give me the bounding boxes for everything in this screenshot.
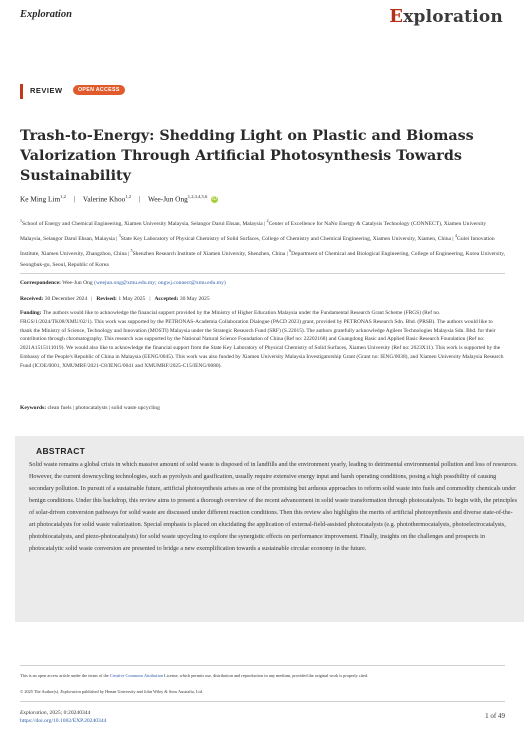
license-text-post: License, which permits use, distribution and reproduction in any medium, provided the original work is properly cited. — [163, 673, 369, 678]
author-separator: | — [73, 194, 76, 204]
copyright-post: published by Henan University and John Wiley & Sons Australia, Ltd. — [80, 689, 203, 694]
funding-text: The authors would like to acknowledge the financial support provided by the Ministry of Higher Education Malaysia under the Fundamental Research Grant Scheme (FRGS) (Ref no. FRGS/1/2024/TK08/XMU/02/1). This work was supported by the PETRONAS-Academia Collaboration Dialogue (PACD 2023) grant, provided by PETRONAS Research Sdn. Bhd. (PRSB). The authors would like to thank the Ministry of Science, Technology and Innovation (MOSTI) Malaysia under the Strategic Research Fund (SRF) (S.22015). The authors gratefully acknowledge Agilent Technologies Malaysia Sdn. Bhd. for their contribution through chromatography. This research was supported by the National Natural Science Foundation of China (Ref no: 22202168) and Guangdong Basic and Applied Basic Research Foundation (Ref no: 2021A1515111019). We would also like to acknowledge the financial support from the State Key Laboratory of Physical Chemistry of Solid Surfaces, Xiamen University (Ref no: 2023X11). This work is supported by the Embassy of the People's Republic of China in Malaysia (EENG/0045). This work was also funded by Xiamen University Malaysia Investigatorship Grant (Grant no: IENG/0038), and Xiamen University Malaysia Research Fund (ICOE/0001, XMUMRF/2021-C8/IENG/0041 and XMUMRF/2025-C15/IENG/0080). — [20, 310, 504, 369]
funding-statement — [20, 309, 505, 370]
correspondence-name: Wee-Jun Ong — [62, 280, 93, 286]
license-note — [20, 672, 505, 679]
correspondence-emails[interactable]: (weejun.ong@xmu.edu.my; ongwj.connect@xmu.edu.my) — [94, 280, 226, 286]
license-text-pre: This is an open access article under the terms of the — [20, 673, 110, 678]
affil-sup: 5 — [130, 247, 133, 253]
author-list — [20, 194, 218, 203]
affil-text: Gulei Innovation Institute, Xiamen University, Zhangzhou, China | — [20, 235, 495, 257]
affil-text: Center of Excellence for NaNo Energy & Catalysis Technology (CONNECT), Xiamen University Malaysia, Selangor Darul Ehsan, Malaysia | — [20, 220, 487, 242]
journal-name: Exploration — [20, 9, 72, 20]
article-type-marker — [20, 84, 23, 99]
doi-link[interactable]: https://doi.org/10.1002/EXP.20240344 — [20, 717, 107, 724]
author-name[interactable]: Wee-Jun Ong — [148, 194, 188, 204]
open-access-badge: OPEN ACCESS — [73, 85, 125, 95]
affil-sup: 1 — [20, 218, 22, 223]
citation-ref: , 2025; 0:20240344 — [46, 710, 91, 716]
author-name[interactable]: Valerine Khoo — [82, 194, 126, 204]
affil-text: School of Energy and Chemical Engineering, Xiamen University Malaysia, Selangor Darul Ehsan, Malaysia | — [22, 220, 267, 227]
keywords-label: Keywords: — [20, 405, 47, 411]
author-affil-sup: 1,2 — [125, 194, 131, 199]
abstract-text: Solid waste remains a global crisis in which massive amount of solid waste is disposed of in landfills and the environment yearly, leading to detrimental environmental pollution and loss of resources. However, the current downcycling technologies, such as pyrolysis and gasification, usually require extensive energy input and harsh operating conditions, posing a high possibility of causing secondary pollution. In pursuit of a sustainable future, artificial photosynthesis arises as one of the promising but arduous approaches to reform solid waste into fuels and commodity chemicals under benign conditions. Under this backdrop, this review aims to present a thorough overview of the recent advancement in solid waste transformation through photocatalysts. To begin with, the principles of solar-driven conversion pathways for solid waste are discussed under different reaction conditions. Then this review also highlights the merits of artificial photosynthesis and diverse state-of-the-art photocatalysts for solid waste valorization. Special emphasis is placed on elucidating the application of external-field-assisted photocatalysts (e.g. photothermocatalysts, photoelectrocatalysts, photobiocatalysts, and piezo-photocatalysts) for solid waste upcycling to explore the synergistic effects on performance improvement. Finally, insights on the challenges and prospects in photocatalytic solid waste conversion are presented to bridge a new exemplification towards a sustainable circular economy in the future. — [29, 462, 518, 553]
license-link[interactable]: Creative Commons Attribution — [109, 673, 164, 678]
citation-journal: Exploration — [20, 710, 47, 716]
correspondence-label: Correspondence: — [20, 280, 61, 286]
date-separator: | — [149, 296, 151, 302]
accepted-label: Accepted: — [154, 296, 179, 302]
abstract-heading: ABSTRACT — [36, 446, 86, 456]
keywords — [20, 405, 160, 411]
page-number: 1 of 49 — [485, 712, 505, 720]
article-title: Trash-to-Energy: Shedding Light on Plastic and Biomass Valorization Through Artificial Photosynthesis Towards Sustainability — [20, 128, 474, 184]
citation — [20, 710, 106, 725]
affil-text: Shenzhen Research Institute of Xiamen University, Shenzhen, China | — [132, 250, 290, 257]
author-affil-sup: 1,2 — [60, 194, 66, 199]
divider — [20, 273, 505, 274]
affil-sup: 3 — [118, 232, 121, 238]
orcid-icon[interactable]: iD — [212, 196, 217, 203]
copyright-note — [20, 689, 203, 694]
affil-text: State Key Laboratory of Physical Chemistry of Solid Surfaces, College of Chemistry and Chemical Engineering, Xiamen University, Xiamen, China | — [120, 235, 455, 242]
affiliations — [20, 215, 505, 271]
received-label: Received: — [20, 296, 44, 302]
affil-text: Department of Chemical and Biological Engineering, College of Engineering, Korea University, Seongbuk-gu, Seoul, Republic of Korea — [20, 250, 505, 268]
article-page — [20, 0, 518, 734]
correspondence — [20, 280, 226, 286]
keywords-text: clean fuels | photocatalysts | solid waste upcycling — [47, 405, 160, 411]
date-separator: | — [91, 296, 93, 302]
revised-label: Revised: — [96, 296, 117, 302]
received-date: 30 December 2024 — [44, 296, 88, 302]
divider — [20, 701, 505, 702]
revised-date: 1 May 2025 — [118, 296, 146, 302]
author-affil-sup: 1,2,3,4,5,6 — [187, 194, 208, 199]
divider — [20, 665, 505, 666]
affil-sup: 4 — [454, 232, 457, 238]
author-name[interactable]: Ke Ming Lim — [20, 194, 61, 204]
article-type-label: REVIEW — [30, 86, 63, 95]
affil-sup: 2 — [266, 218, 269, 223]
article-dates — [20, 296, 210, 302]
accepted-date: 30 May 2025 — [179, 296, 210, 302]
author-separator: | — [138, 194, 141, 204]
copyright-journal: Exploration — [60, 689, 81, 694]
funding-label: Funding: — [20, 310, 42, 316]
copyright-pre: © 2025 The Author(s). — [20, 689, 61, 694]
journal-logo: Exploration — [389, 6, 503, 27]
affil-sup: 6 — [289, 247, 292, 253]
